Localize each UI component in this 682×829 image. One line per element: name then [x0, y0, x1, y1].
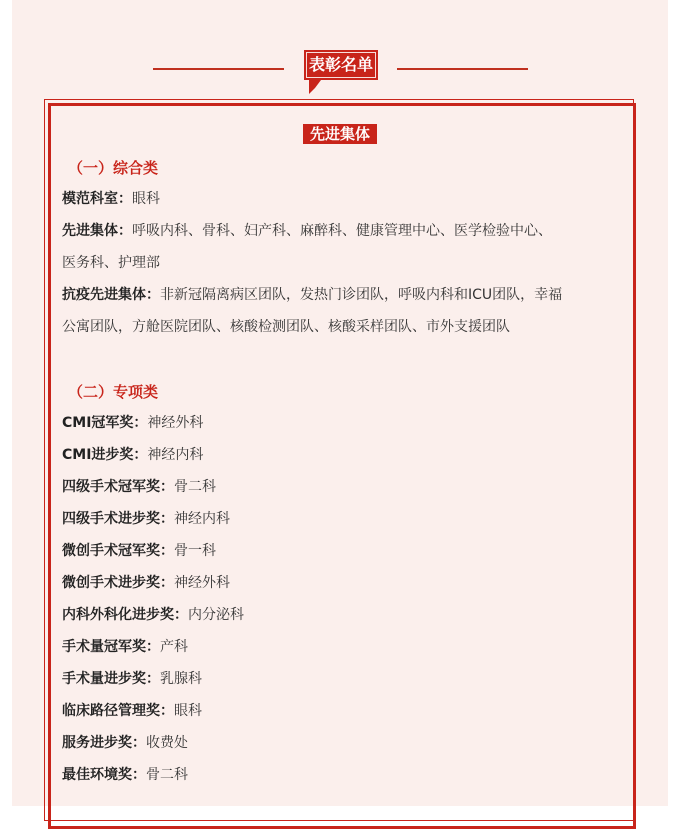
list-item [62, 727, 628, 759]
item-value: 乳腺科 [160, 671, 202, 687]
item-label: 服务进步奖： [62, 735, 146, 751]
item-value: 收费处 [146, 735, 188, 751]
item-label: 内科外科化进步奖： [62, 607, 188, 623]
item-label: 手术量进步奖： [62, 671, 160, 687]
item-value-cont: 医务科、护理部 [62, 255, 160, 271]
header-divider-right [397, 68, 528, 70]
list-item [62, 503, 628, 535]
list-item [62, 695, 628, 727]
item-label: CMI冠军奖： [62, 415, 148, 431]
list-item [62, 471, 628, 503]
list-item-continuation [62, 311, 628, 343]
list-item [62, 631, 628, 663]
list-item [62, 535, 628, 567]
item-value: 呼吸内科、骨科、妇产科、麻醉科、健康管理中心、医学检验中心、 [132, 223, 552, 239]
badge-tail [309, 80, 321, 94]
header-title: 表彰名单 [308, 55, 373, 74]
item-value: 神经内科 [147, 447, 204, 463]
page-background [12, 0, 668, 806]
category-heading-comprehensive: （一）综合类 [68, 159, 159, 177]
item-value: 骨二科 [146, 767, 188, 783]
item-value: 内分泌科 [188, 607, 244, 623]
list-item [62, 183, 628, 215]
header-title-badge [304, 50, 378, 80]
item-label: 先进集体： [62, 223, 132, 239]
item-value-cont: 公寓团队，方舱医院团队、核酸检测团队、核酸采样团队、市外支援团队 [62, 319, 510, 335]
header-divider-left [153, 68, 284, 70]
item-value: 骨一科 [174, 543, 216, 559]
list-item-continuation [62, 247, 628, 279]
item-value: 骨二科 [174, 479, 216, 495]
item-label: 微创手术冠军奖： [62, 543, 174, 559]
list-item [62, 567, 628, 599]
item-label: 微创手术进步奖： [62, 575, 174, 591]
item-label: 四级手术进步奖： [62, 511, 174, 527]
section-title: 先进集体 [303, 124, 377, 144]
item-label: CMI进步奖： [62, 447, 148, 463]
item-value: 产科 [160, 639, 188, 655]
item-value: 神经内科 [174, 511, 230, 527]
item-value: 眼科 [132, 191, 160, 207]
item-label: 最佳环境奖： [62, 767, 146, 783]
list-item [62, 215, 628, 247]
list-item [62, 407, 628, 439]
item-value: 眼科 [174, 703, 202, 719]
item-value: 神经外科 [147, 415, 204, 431]
item-label: 四级手术冠军奖： [62, 479, 174, 495]
list-item [62, 759, 628, 791]
item-label: 临床路径管理奖： [62, 703, 174, 719]
item-label: 抗疫先进集体： [62, 287, 160, 303]
list-item [62, 439, 628, 471]
item-value: 非新冠隔离病区团队，发热门诊团队，呼吸内科和ICU团队，幸福 [160, 287, 563, 303]
list-item [62, 599, 628, 631]
item-label: 手术量冠军奖： [62, 639, 160, 655]
item-label: 模范科室： [62, 191, 132, 207]
list-item [62, 663, 628, 695]
item-value: 神经外科 [174, 575, 230, 591]
list-item [62, 279, 628, 311]
category-heading-special: （二）专项类 [68, 383, 159, 401]
